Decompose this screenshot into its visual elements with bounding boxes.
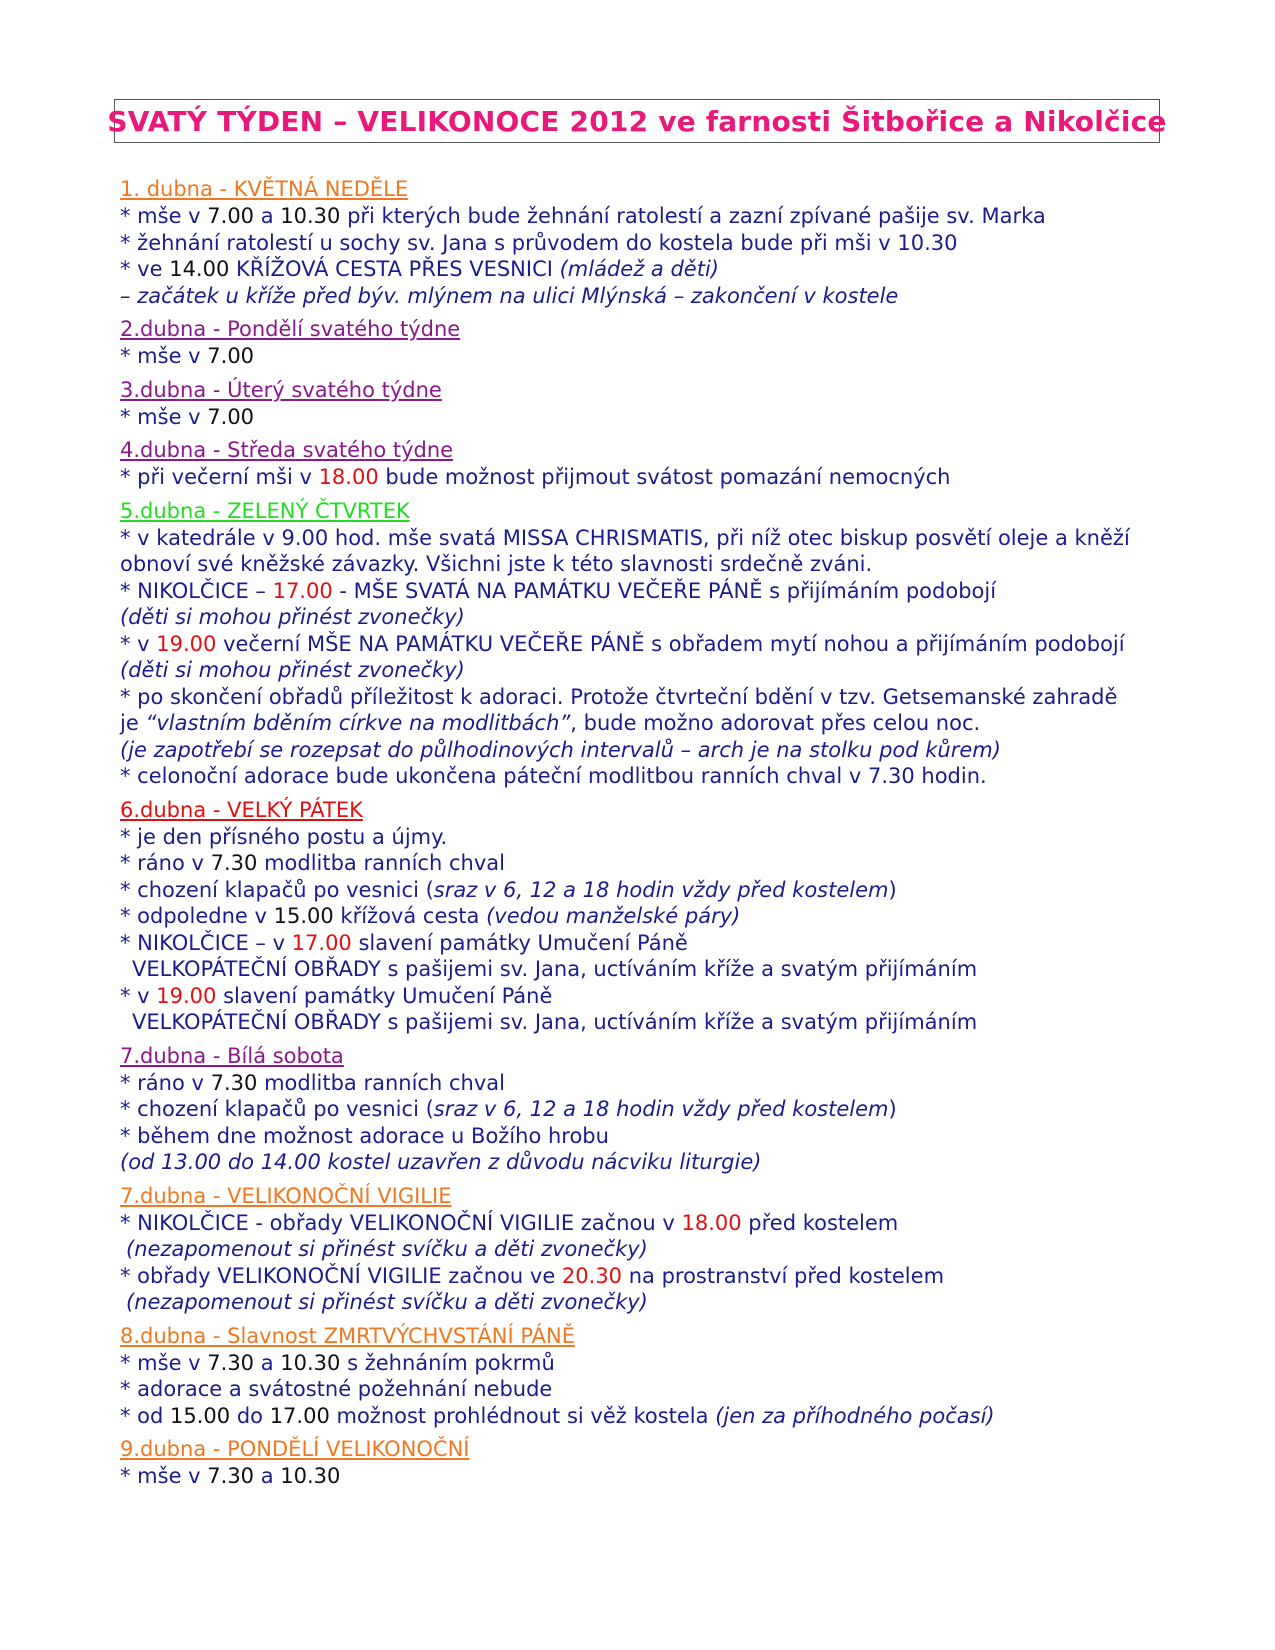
- line-text: * ráno v: [120, 851, 211, 875]
- line-text: * mše v: [120, 1350, 208, 1375]
- line-text: (nezapomenout si přinést svíčku a děti zvonečky): [126, 1237, 648, 1261]
- schedule-line: [120, 578, 1160, 605]
- schedule-line: [120, 256, 1160, 283]
- line-text: * žehnání ratolestí u sochy sv. Jana s průvodem do kostela bude při mši v 10.30: [120, 230, 958, 255]
- line-text: , bude možno adorovat přes celou noc.: [570, 711, 981, 735]
- day-heading: 6.dubna - VELKÝ PÁTEK: [120, 797, 363, 822]
- line-text: a: [254, 1350, 281, 1375]
- time-value: 7.30: [207, 1350, 255, 1375]
- time-value: 7.00: [207, 404, 255, 429]
- line-text: * během dne možnost adorace u Božího hrobu: [120, 1123, 609, 1148]
- schedule-line: [120, 464, 1160, 491]
- line-text: * ve: [120, 257, 170, 281]
- schedule-line: [120, 203, 1160, 230]
- time-value: 17.00: [291, 930, 352, 955]
- line-text: na prostranství před kostelem: [622, 1263, 945, 1288]
- time-value: 10.30: [280, 204, 341, 228]
- schedule-line: [120, 1403, 1160, 1430]
- schedule: [120, 176, 1160, 1490]
- schedule-line: [120, 404, 1160, 431]
- line-text: je: [120, 711, 146, 735]
- schedule-line: [120, 1463, 1160, 1490]
- line-text: * mše v: [120, 1464, 208, 1488]
- time-value: 20.30: [561, 1263, 623, 1288]
- line-text: * v: [120, 631, 157, 656]
- schedule-line: [120, 525, 1160, 578]
- day-block: [120, 797, 1160, 1036]
- line-text: při kterých bude žehnání ratolestí a zazní zpívané pašije sv. Marka: [340, 204, 1046, 228]
- day-heading: 3.dubna - Úterý svatého týdne: [120, 377, 442, 402]
- schedule-line: [120, 343, 1160, 370]
- line-text: křížová cesta: [333, 904, 487, 928]
- line-text: * celonoční adorace bude ukončena páteční modlitbou ranních chval v 7.30 hodin.: [120, 764, 987, 788]
- schedule-line: [120, 824, 1160, 851]
- line-text: ): [888, 1097, 897, 1121]
- schedule-line: [120, 657, 1160, 684]
- time-value: 7.30: [210, 1070, 258, 1095]
- schedule-line: [120, 930, 1160, 957]
- schedule-line: [120, 283, 1160, 310]
- day-block: [120, 377, 1160, 431]
- line-text: * v: [120, 983, 157, 1008]
- line-text: “vlastním bděním církve na modlitbách”: [145, 711, 571, 735]
- day-heading: 7.dubna - VELIKONOČNÍ VIGILIE: [120, 1183, 452, 1208]
- day-heading: 5.dubna - ZELENÝ ČTVRTEK: [120, 498, 410, 523]
- line-text: (od 13.00 do 14.00 kostel uzavřen z důvodu nácviku liturgie): [120, 1150, 762, 1174]
- line-text: * při večerní mši v: [120, 465, 319, 489]
- page-title: SVATÝ TÝDEN – VELIKONOCE 2012 ve farnosti Šitbořice a Nikolčice: [107, 104, 1167, 138]
- line-text: slavení památky Umučení Páně: [216, 983, 553, 1008]
- line-text: * po skončení obřadů příležitost k adoraci. Protože čtvrteční bdění v tzv. Getsemanské zahradě: [120, 684, 1118, 709]
- line-text: sraz v 6, 12 a 18 hodin vždy před kostelem: [433, 1097, 889, 1121]
- day-heading: 7.dubna - Bílá sobota: [120, 1043, 344, 1068]
- schedule-line: [120, 903, 1160, 930]
- schedule-line: [120, 684, 1160, 711]
- day-block: [120, 437, 1160, 491]
- time-value: 18.00: [681, 1210, 742, 1235]
- line-text: (vedou manželské páry): [486, 904, 741, 928]
- line-text: a: [254, 204, 281, 228]
- line-text: * NIKOLČICE - obřady VELIKONOČNÍ VIGILIE začnou v: [120, 1210, 682, 1235]
- schedule-line: [120, 604, 1160, 631]
- time-value: 7.00: [207, 204, 255, 228]
- line-text: (nezapomenout si přinést svíčku a děti zvonečky): [126, 1290, 648, 1314]
- line-text: * v katedrále v 9.00 hod. mše svatá MISSA CHRISMATIS, při níž otec biskup posvětí oleje a kněží obnoví své kněžské závazky. Všichni jste k této slavnosti srdečně zváni.: [120, 525, 1130, 576]
- line-text: KŘÍŽOVÁ CESTA PŘES VESNICI: [229, 257, 560, 281]
- schedule-line: [120, 710, 1160, 737]
- time-value: 10.30: [280, 1350, 341, 1375]
- time-value: 7.00: [207, 344, 255, 368]
- time-value: 18.00: [318, 465, 379, 489]
- schedule-line: [120, 230, 1160, 257]
- schedule-line: [120, 763, 1160, 790]
- day-block: [120, 1436, 1160, 1490]
- line-text: - MŠE SVATÁ NA PAMÁTKU VEČEŘE PÁNĚ s přijímáním podobojí: [332, 578, 997, 603]
- schedule-line: [120, 956, 1160, 983]
- line-text: * mše v: [120, 344, 208, 368]
- line-text: ): [888, 877, 897, 902]
- time-value: 17.00: [272, 578, 333, 603]
- schedule-line: [120, 850, 1160, 877]
- schedule-line: [120, 877, 1160, 904]
- line-text: * odpoledne v: [120, 904, 274, 928]
- time-value: 15.00: [273, 904, 334, 928]
- line-text: * adorace a svátostné požehnání nebude: [120, 1377, 553, 1401]
- day-block: [120, 498, 1160, 790]
- time-value: 7.30: [207, 1464, 255, 1488]
- time-value: 17.00: [269, 1403, 330, 1428]
- schedule-line: [120, 1009, 1160, 1036]
- time-value: 14.00: [169, 257, 230, 281]
- line-text: možnost prohlédnout si věž kostela: [329, 1403, 716, 1428]
- schedule-line: [120, 631, 1160, 658]
- line-text: – začátek u kříže před býv. mlýnem na ulici Mlýnská – zakončení v kostele: [120, 283, 899, 308]
- day-block: [120, 1183, 1160, 1316]
- line-text: * mše v: [120, 404, 208, 429]
- schedule-line: [120, 1070, 1160, 1097]
- schedule-line: [120, 983, 1160, 1010]
- schedule-line: [120, 737, 1160, 764]
- line-text: * obřady VELIKONOČNÍ VIGILIE začnou ve: [120, 1263, 562, 1288]
- line-text: * chození klapačů po vesnici (: [120, 1097, 434, 1121]
- line-text: slavení památky Umučení Páně: [351, 930, 688, 955]
- time-value: 7.30: [210, 851, 258, 875]
- line-text: večerní MŠE NA PAMÁTKU VEČEŘE PÁNĚ s obřadem mytí nohou a přijímáním podobojí: [216, 631, 1125, 656]
- schedule-line: [120, 1123, 1160, 1150]
- line-text: a: [254, 1464, 281, 1488]
- schedule-line: [120, 1149, 1160, 1176]
- line-text: * je den přísného postu a újmy.: [120, 824, 448, 849]
- line-text: * ráno v: [120, 1070, 211, 1095]
- line-text: * NIKOLČICE – v: [120, 930, 292, 955]
- day-heading: 8.dubna - Slavnost ZMRTVÝCHVSTÁNÍ PÁNĚ: [120, 1323, 575, 1348]
- line-text: s žehnáním pokrmů: [340, 1350, 555, 1375]
- line-text: (děti si mohou přinést zvonečky): [120, 658, 465, 682]
- line-text: (děti si mohou přinést zvonečky): [120, 605, 465, 629]
- schedule-line: [120, 1350, 1160, 1377]
- line-text: VELKOPÁTEČNÍ OBŘADY s pašijemi sv. Jana, uctíváním kříže a svatým přijímáním: [132, 957, 978, 981]
- line-text: * mše v: [120, 204, 208, 228]
- schedule-line: [120, 1289, 1160, 1316]
- line-text: (jen za příhodného počasí): [715, 1403, 995, 1428]
- day-heading: 2.dubna - Pondělí svatého týdne: [120, 317, 461, 341]
- schedule-line: [120, 1096, 1160, 1123]
- day-heading: 4.dubna - Středa svatého týdne: [120, 438, 454, 462]
- schedule-line: [120, 1210, 1160, 1237]
- schedule-line: [120, 1263, 1160, 1290]
- day-block: [120, 1043, 1160, 1176]
- time-value: 15.00: [170, 1403, 231, 1428]
- line-text: (je zapotřebí se rozepsat do půlhodinových intervalů – arch je na stolku pod kůrem): [120, 737, 1001, 762]
- day-heading: 1. dubna - KVĚTNÁ NEDĚLE: [120, 177, 409, 201]
- time-value: 19.00: [156, 631, 217, 656]
- line-text: modlitba ranních chval: [257, 1070, 505, 1095]
- line-text: bude možnost přijmout svátost pomazání nemocných: [378, 465, 951, 489]
- line-text: před kostelem: [741, 1210, 899, 1235]
- time-value: 10.30: [280, 1464, 341, 1488]
- schedule-line: [120, 1236, 1160, 1263]
- line-text: sraz v 6, 12 a 18 hodin vždy před kostelem: [433, 877, 889, 902]
- time-value: 19.00: [156, 983, 217, 1008]
- title-box: [107, 99, 1167, 143]
- line-text: * NIKOLČICE –: [120, 578, 273, 603]
- line-text: * chození klapačů po vesnici (: [120, 877, 434, 902]
- day-block: [120, 176, 1160, 309]
- day-heading: 9.dubna - PONDĚLÍ VELIKONOČNÍ: [120, 1437, 470, 1461]
- schedule-line: [120, 1376, 1160, 1403]
- day-block: [120, 1323, 1160, 1430]
- line-text: do: [230, 1403, 270, 1428]
- day-block: [120, 316, 1160, 370]
- line-text: (mládež a děti): [559, 257, 719, 281]
- line-text: * od: [120, 1403, 171, 1428]
- line-text: VELKOPÁTEČNÍ OBŘADY s pašijemi sv. Jana, uctíváním kříže a svatým přijímáním: [132, 1010, 978, 1034]
- line-text: modlitba ranních chval: [257, 851, 505, 875]
